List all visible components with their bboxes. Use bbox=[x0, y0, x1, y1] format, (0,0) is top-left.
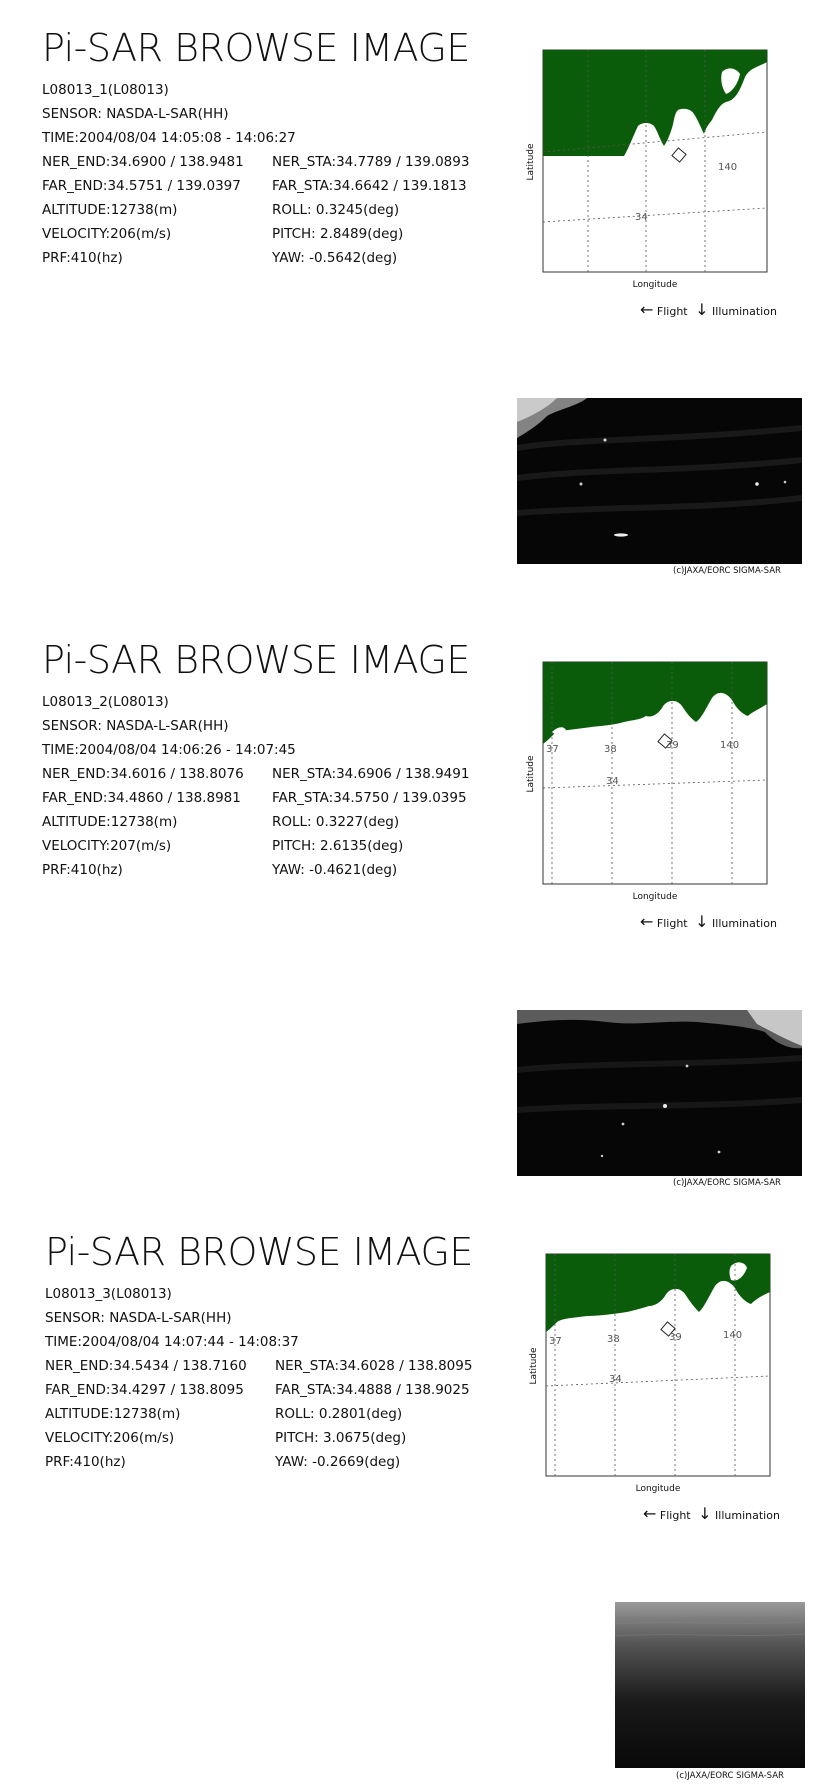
sar-browse-image bbox=[615, 1602, 805, 1768]
info-column-left bbox=[45, 1282, 299, 1474]
velocity: VELOCITY:207(m/s) bbox=[42, 838, 172, 854]
illumination-label: Illumination bbox=[712, 917, 777, 930]
info-column-right bbox=[272, 762, 469, 882]
far-end: FAR_END:34.4297 / 138.8095 bbox=[45, 1382, 244, 1398]
prf: PRF:410(hz) bbox=[42, 250, 123, 266]
illumination-arrow-icon: ↓ bbox=[695, 912, 709, 931]
tick-37: 37 bbox=[549, 1336, 562, 1347]
prf: PRF:410(hz) bbox=[45, 1454, 126, 1470]
location-map bbox=[500, 634, 822, 904]
page-title: Pi-SAR BROWSE IMAGE bbox=[42, 26, 470, 70]
ner-sta: NER_STA:34.7789 / 139.0893 bbox=[272, 154, 470, 170]
far-sta: FAR_STA:34.4888 / 138.9025 bbox=[275, 1382, 470, 1398]
altitude: ALTITUDE:12738(m) bbox=[45, 1406, 181, 1422]
altitude: ALTITUDE:12738(m) bbox=[42, 202, 178, 218]
page-title: Pi-SAR BROWSE IMAGE bbox=[42, 638, 470, 682]
sar-browse-image bbox=[517, 398, 802, 564]
far-sta: FAR_STA:34.6642 / 139.1813 bbox=[272, 178, 467, 194]
velocity: VELOCITY:206(m/s) bbox=[45, 1430, 175, 1446]
illumination-label: Illumination bbox=[715, 1509, 780, 1522]
page-title: Pi-SAR BROWSE IMAGE bbox=[45, 1230, 473, 1274]
tick-34: 34 bbox=[609, 1374, 622, 1385]
sensor: SENSOR: NASDA-L-SAR(HH) bbox=[42, 106, 229, 122]
tick-140: 140 bbox=[720, 740, 740, 751]
flight-arrow-icon: ← bbox=[640, 300, 654, 319]
sensor: SENSOR: NASDA-L-SAR(HH) bbox=[45, 1310, 232, 1326]
scene-id: L08013_1(L08013) bbox=[42, 82, 169, 98]
tick-39: 39 bbox=[666, 740, 679, 751]
yaw: YAW: -0.5642(deg) bbox=[272, 250, 398, 266]
sar-texture bbox=[517, 398, 802, 564]
roll: ROLL: 0.3227(deg) bbox=[272, 814, 400, 830]
ner-sta: NER_STA:34.6028 / 138.8095 bbox=[275, 1358, 473, 1374]
tick-140: 140 bbox=[723, 1330, 743, 1341]
far-end: FAR_END:34.5751 / 139.0397 bbox=[42, 178, 241, 194]
tick-38: 38 bbox=[604, 744, 617, 755]
tick-lat-34: 34 bbox=[635, 212, 648, 223]
tick-37: 37 bbox=[546, 744, 559, 755]
pitch: PITCH: 2.8489(deg) bbox=[272, 226, 404, 242]
scene-id: L08013_2(L08013) bbox=[42, 694, 169, 710]
latitude-label: Latitude bbox=[526, 143, 536, 181]
direction-legend bbox=[640, 300, 777, 319]
tick-38: 38 bbox=[607, 1334, 620, 1345]
info-column-right bbox=[272, 150, 469, 270]
longitude-label: Longitude bbox=[635, 1484, 681, 1494]
scene-id: L08013_3(L08013) bbox=[45, 1286, 172, 1302]
flight-label: Flight bbox=[659, 1509, 691, 1522]
browse-section-1 bbox=[0, 0, 822, 600]
copyright-credit: (c)JAXA/EORC SIGMA-SAR bbox=[673, 1178, 781, 1188]
sar-texture bbox=[615, 1602, 805, 1768]
altitude: ALTITUDE:12738(m) bbox=[42, 814, 178, 830]
pitch: PITCH: 2.6135(deg) bbox=[272, 838, 404, 854]
velocity: VELOCITY:206(m/s) bbox=[42, 226, 172, 242]
pitch: PITCH: 3.0675(deg) bbox=[275, 1430, 407, 1446]
location-map bbox=[503, 1226, 822, 1496]
tick-39: 39 bbox=[669, 1332, 682, 1343]
illumination-arrow-icon: ↓ bbox=[698, 1504, 712, 1523]
browse-section-2 bbox=[0, 612, 822, 1212]
longitude-label: Longitude bbox=[632, 280, 678, 290]
sensor: SENSOR: NASDA-L-SAR(HH) bbox=[42, 718, 229, 734]
ner-end: NER_END:34.5434 / 138.7160 bbox=[45, 1358, 247, 1374]
ner-end: NER_END:34.6016 / 138.8076 bbox=[42, 766, 244, 782]
ner-end: NER_END:34.6900 / 138.9481 bbox=[42, 154, 244, 170]
roll: ROLL: 0.3245(deg) bbox=[272, 202, 400, 218]
direction-legend bbox=[643, 1504, 780, 1523]
info-column-right bbox=[275, 1354, 472, 1474]
direction-legend bbox=[640, 912, 777, 931]
time-range: TIME:2004/08/04 14:06:26 - 14:07:45 bbox=[42, 742, 296, 758]
flight-arrow-icon: ← bbox=[640, 912, 654, 931]
flight-arrow-icon: ← bbox=[643, 1504, 657, 1523]
info-column-left bbox=[42, 690, 296, 882]
illumination-label: Illumination bbox=[712, 305, 777, 318]
far-end: FAR_END:34.4860 / 138.8981 bbox=[42, 790, 241, 806]
tick-34: 34 bbox=[606, 776, 619, 787]
latitude-label: Latitude bbox=[526, 755, 536, 793]
ner-sta: NER_STA:34.6906 / 138.9491 bbox=[272, 766, 470, 782]
roll: ROLL: 0.2801(deg) bbox=[275, 1406, 403, 1422]
browse-section-3 bbox=[0, 1204, 822, 1785]
yaw: YAW: -0.2669(deg) bbox=[275, 1454, 401, 1470]
copyright-credit: (c)JAXA/EORC SIGMA-SAR bbox=[676, 1771, 784, 1781]
time-range: TIME:2004/08/04 14:05:08 - 14:06:27 bbox=[42, 130, 296, 146]
sar-texture bbox=[517, 1010, 802, 1176]
prf: PRF:410(hz) bbox=[42, 862, 123, 878]
flight-label: Flight bbox=[656, 917, 688, 930]
longitude-label: Longitude bbox=[632, 892, 678, 902]
latitude-label: Latitude bbox=[529, 1347, 539, 1385]
info-column-left bbox=[42, 78, 296, 270]
sar-browse-image bbox=[517, 1010, 802, 1176]
illumination-arrow-icon: ↓ bbox=[695, 300, 709, 319]
flight-label: Flight bbox=[656, 305, 688, 318]
yaw: YAW: -0.4621(deg) bbox=[272, 862, 398, 878]
time-range: TIME:2004/08/04 14:07:44 - 14:08:37 bbox=[45, 1334, 299, 1350]
far-sta: FAR_STA:34.5750 / 139.0395 bbox=[272, 790, 467, 806]
tick-lon-140: 140 bbox=[718, 162, 738, 173]
copyright-credit: (c)JAXA/EORC SIGMA-SAR bbox=[673, 566, 781, 576]
location-map bbox=[500, 22, 822, 292]
